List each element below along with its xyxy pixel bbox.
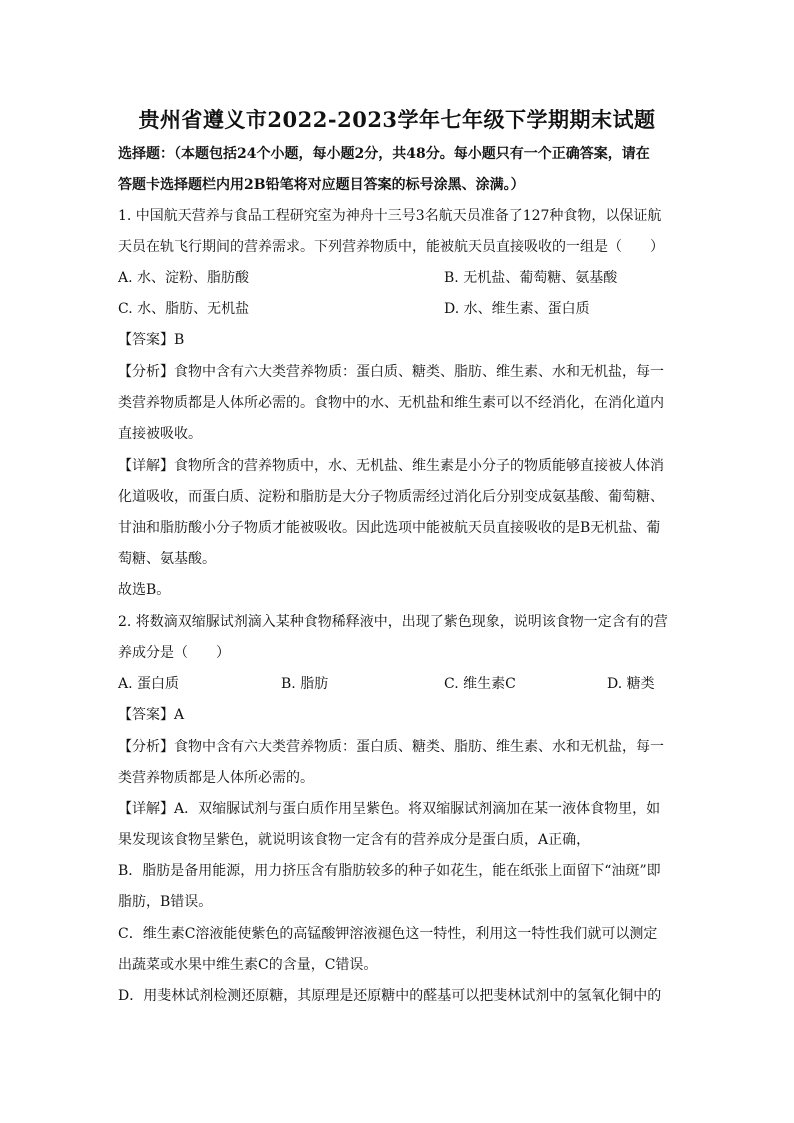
q1-conclusion: 故选B。: [118, 582, 171, 598]
q2-option-b: B. 脂肪: [281, 676, 329, 692]
q1-detail-line-1: 【详解】食物所含的营养物质中，水、无机盐、维生素是小分子的物质能够直接被人体消: [118, 458, 664, 474]
q2-option-c: C. 维生素C: [444, 676, 516, 692]
q2-detail-line-4: 脂肪，B错误。: [118, 894, 213, 910]
q2-analysis-line-1: 【分析】食物中含有六大类营养物质：蛋白质、糖类、脂肪、维生素、水和无机盐，每一: [118, 739, 664, 755]
section-heading: 选择题：: [118, 146, 174, 162]
page-title: 贵州省遵义市2022-2023学年七年级下学期期末试题: [138, 107, 656, 132]
q2-detail-line-6: 出蔬菜或水果中维生素C的含量，C错误。: [118, 957, 378, 973]
q2-stem-line-2: 养成分是（ ）: [118, 645, 230, 661]
q1-stem-line-1: 1. 中国航天营养与食品工程研究室为神舟十三号3名航天员准备了127种食物，以保证航: [118, 208, 662, 224]
q1-detail-line-3: 甘油和脂肪酸小分子物质才能被吸收。因此选项中能被航天员直接吸收的是B无机盐、葡: [118, 520, 661, 536]
q2-detail-line-2: 果发现该食物呈紫色，就说明该食物一定含有的营养成分是蛋白质，A正确，: [118, 832, 591, 848]
q1-answer: 【答案】B: [118, 332, 185, 348]
q1-analysis-line-1: 【分析】食物中含有六大类营养物质：蛋白质、糖类、脂肪、维生素、水和无机盐，每一: [118, 364, 664, 380]
q1-option-c: C. 水、脂肪、无机盐: [118, 301, 250, 317]
q2-option-a: A. 蛋白质: [118, 676, 180, 692]
q1-stem-line-2: 天员在轨飞行期间的营养需求。下列营养物质中，能被航天员直接吸收的一组是（ ）: [118, 239, 664, 255]
q2-detail-line-7: D．用斐林试剂检测还原糖，其原理是还原糖中的醛基可以把斐林试剂中的氢氧化铜中的: [118, 988, 662, 1004]
q2-detail-line-1: 【详解】A．双缩脲试剂与蛋白质作用呈紫色。将双缩脲试剂滴加在某一液体食物里，如: [118, 801, 661, 817]
q1-analysis-line-2: 类营养物质都是人体所必需的。食物中的水、无机盐和维生素可以不经消化，在消化道内: [118, 395, 664, 411]
q2-stem-line-1: 2. 将数滴双缩脲试剂滴入某种食物稀释液中，出现了紫色现象，说明该食物一定含有的营: [118, 614, 668, 630]
q2-detail-line-5: C．维生素C溶液能使紫色的高锰酸钾溶液褪色这一特性，利用这一特性我们就可以测定: [118, 926, 658, 942]
instructions-line-2: 答题卡选择题栏内用2B铅笔将对应题目答案的标号涂黑、涂满。）: [118, 177, 525, 193]
q1-detail-line-4: 萄糖、氨基酸。: [118, 551, 216, 567]
q1-analysis-line-3: 直接被吸收。: [118, 426, 202, 442]
q1-option-b: B. 无机盐、葡萄糖、氨基酸: [444, 270, 618, 286]
q2-answer: 【答案】A: [118, 707, 185, 723]
q2-analysis-line-2: 类营养物质都是人体所必需的。: [118, 770, 314, 786]
instructions-line-1: [118, 144, 678, 164]
q1-detail-line-2: 化道吸收，而蛋白质、淀粉和脂肪是大分子物质需经过消化后分别变成氨基酸、葡萄糖、: [118, 489, 664, 505]
q1-option-a: A. 水、淀粉、脂肪酸: [118, 270, 250, 286]
q2-detail-line-3: B．脂肪是备用能源，用力挤压含有脂肪较多的种子如花生，能在纸张上面留下“油斑”即: [118, 863, 661, 879]
q1-option-d: D. 水、维生素、蛋白质: [444, 301, 590, 317]
q2-option-d: D. 糖类: [607, 676, 655, 692]
instructions-text-1: （本题包括24个小题，每小题2分，共48分。每小题只有一个正确答案，请在: [174, 146, 650, 162]
